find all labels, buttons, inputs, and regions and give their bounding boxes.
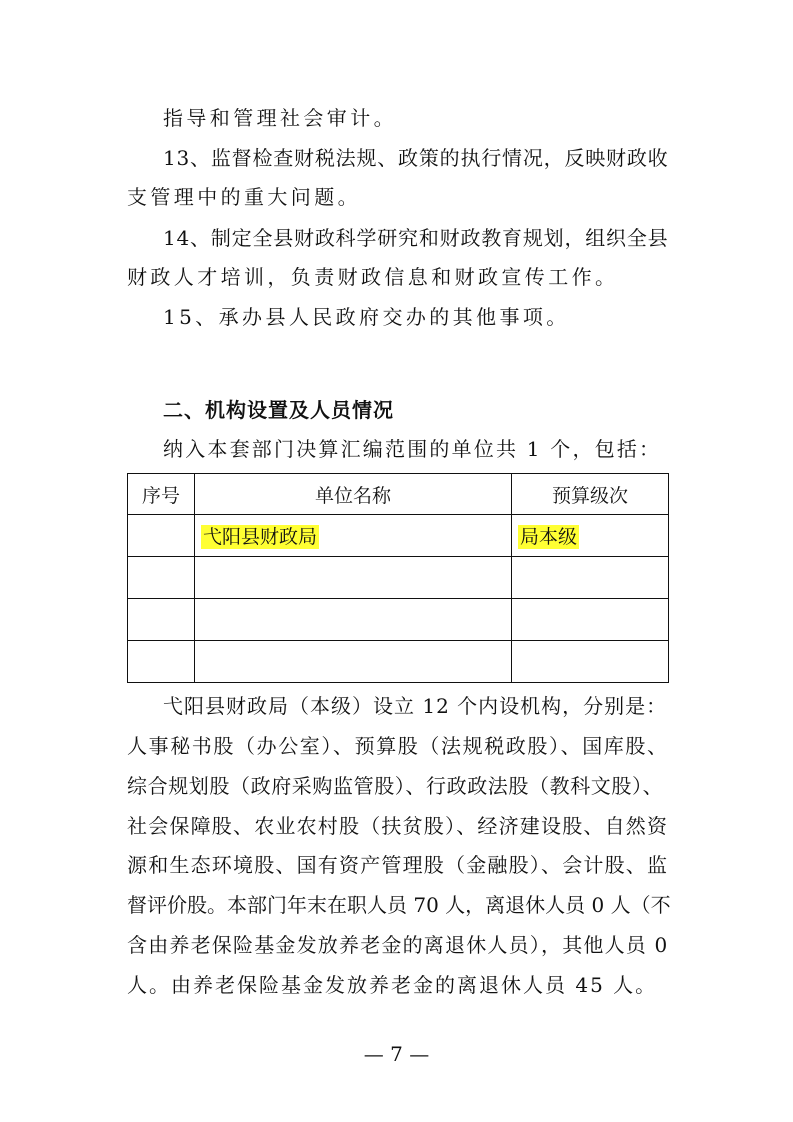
intro-line: 纳入本套部门决算汇编范围的单位共 1 个，包括： xyxy=(163,437,662,461)
table-cell xyxy=(512,641,669,683)
table-header-row xyxy=(128,474,669,515)
paragraph-line: 综合规划股（政府采购监管股）、行政政法股（教科文股）、 xyxy=(127,774,664,798)
header-cell-unit-name: 单位名称 xyxy=(195,474,512,515)
section-heading: 二、机构设置及人员情况 xyxy=(163,398,394,422)
table-row xyxy=(128,557,669,599)
table-row xyxy=(128,641,669,683)
paragraph-line: 人事秘书股（办公室）、预算股（法规税政股）、国库股、 xyxy=(127,734,669,758)
paragraph-line: 弋阳县财政局（本级）设立 12 个内设机构，分别是： xyxy=(163,694,668,718)
table-cell xyxy=(128,599,195,641)
table-cell xyxy=(512,557,669,599)
paragraph-line: 含由养老保险基金发放养老金的离退休人员），其他人员 0 xyxy=(127,933,669,957)
header-cell-budget-level: 预算级次 xyxy=(512,474,669,515)
table-cell xyxy=(128,557,195,599)
page-number: — 7 — xyxy=(363,1042,430,1066)
table-cell xyxy=(195,641,512,683)
table-cell xyxy=(512,515,669,557)
paragraph-line: 督评价股。本部门年末在职人员 70 人，离退休人员 0 人（不 xyxy=(127,893,671,917)
paragraph-line: 15、承办县人民政府交办的其他事项。 xyxy=(163,305,570,329)
table-cell xyxy=(195,557,512,599)
paragraph-line: 14、制定全县财政科学研究和财政教育规划，组织全县 xyxy=(163,226,669,250)
table-cell xyxy=(512,599,669,641)
table-cell xyxy=(128,515,195,557)
header-cell-index: 序号 xyxy=(128,474,195,515)
units-table xyxy=(127,473,669,683)
paragraph-line: 社会保障股、农业农村股（扶贫股）、经济建设股、自然资 xyxy=(127,814,669,838)
table-cell xyxy=(128,641,195,683)
unit-name-highlight: 弋阳县财政局 xyxy=(203,526,318,548)
paragraph-line: 13、监督检查财税法规、政策的执行情况，反映财政收 xyxy=(163,146,669,170)
table-row xyxy=(128,599,669,641)
paragraph-line: 人。由养老保险基金发放养老金的离退休人员 45 人。 xyxy=(127,973,658,997)
table-row xyxy=(128,515,669,557)
budget-level-highlight: 局本级 xyxy=(520,526,578,548)
paragraph-line: 支管理中的重大问题。 xyxy=(127,185,361,209)
paragraph-line: 财政人才培训，负责财政信息和财政宣传工作。 xyxy=(127,265,619,289)
table-cell xyxy=(195,515,512,557)
paragraph-line: 源和生态环境股、国有资产管理股（金融股）、会计股、监 xyxy=(127,853,669,877)
paragraph-line: 指导和管理社会审计。 xyxy=(163,106,397,130)
table-cell xyxy=(195,599,512,641)
